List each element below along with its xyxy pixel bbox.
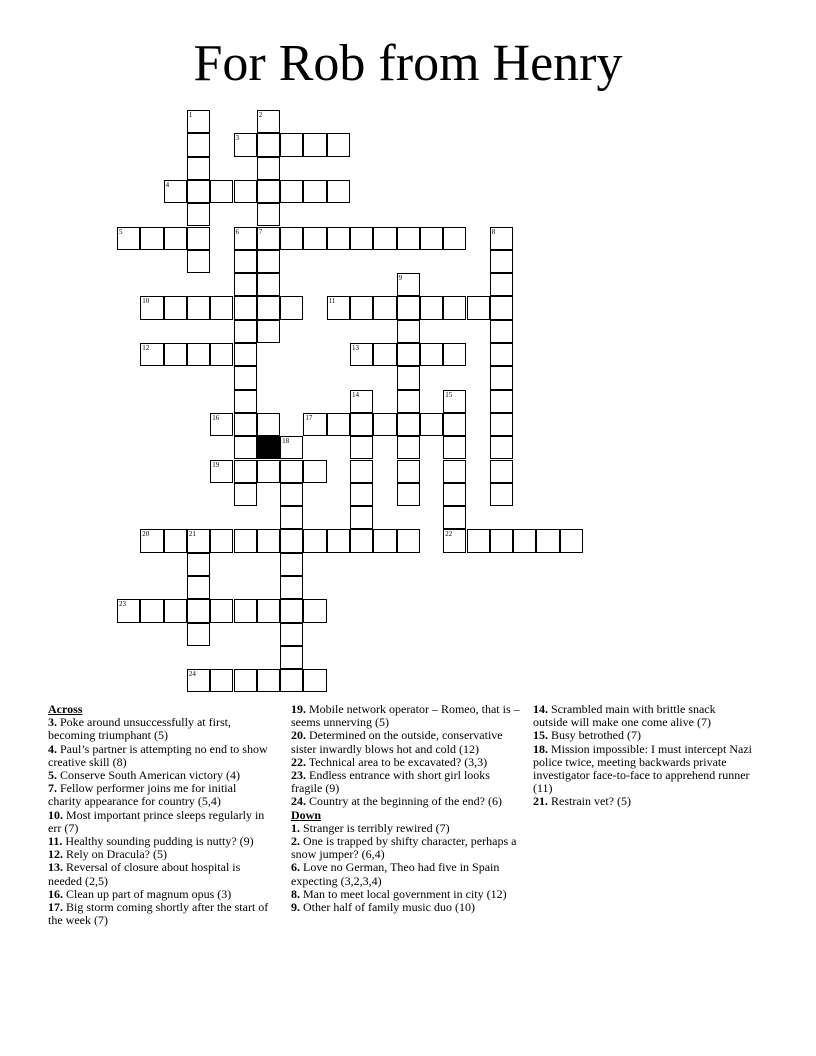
grid-cell[interactable] [140,599,163,622]
clue-item [533,795,753,808]
grid-cell[interactable] [210,180,233,203]
clue-item-number: 17. [48,900,63,915]
clue-number: 10 [142,297,150,306]
grid-cell[interactable] [443,296,466,319]
grid-cell[interactable] [164,599,187,622]
grid-cell[interactable] [397,413,420,436]
grid-cell[interactable] [373,413,396,436]
clue-item-number: 24. [291,794,306,809]
clue-item-number: 14. [533,702,548,716]
grid-cell[interactable] [420,343,443,366]
grid-cell[interactable] [257,157,280,180]
grid-cell[interactable] [350,343,373,366]
grid-cell[interactable] [187,203,210,226]
grid-cell[interactable] [303,227,326,250]
grid-cell[interactable] [397,529,420,552]
clue-number: 4 [165,180,170,189]
grid-cell[interactable] [560,529,583,552]
grid-cell[interactable] [280,576,303,599]
grid-cell[interactable] [210,669,233,692]
grid-cell[interactable] [490,250,513,273]
grid-cell[interactable] [117,599,140,622]
clue-item [48,901,270,927]
grid-cell[interactable] [257,413,280,436]
grid-cell[interactable] [303,669,326,692]
clue-item [291,795,521,808]
grid-cell[interactable] [117,227,140,250]
clue-item [291,703,521,729]
grid-cell[interactable] [187,157,210,180]
clue-item-text: Big storm coming shortly after the start of the week (7) [48,900,269,928]
clue-number: 2 [258,111,263,119]
grid-cell[interactable] [187,669,210,692]
grid-cell[interactable] [234,460,257,483]
clue-item-text: Conserve South American victory (4) [60,768,240,783]
grid-cell[interactable] [327,133,350,156]
grid-cell[interactable] [397,366,420,389]
grid-cell[interactable] [140,343,163,366]
clue-item [48,861,270,887]
grid-cell[interactable] [420,296,443,319]
grid-cell[interactable] [350,390,373,413]
grid-cell[interactable] [303,460,326,483]
grid-cell[interactable] [443,506,466,529]
grid-cell[interactable] [350,483,373,506]
clue-number: 19 [212,460,220,469]
grid-cell[interactable] [373,529,396,552]
clue-number: 24 [188,670,196,679]
grid-cell[interactable] [187,296,210,319]
grid-cell[interactable] [280,623,303,646]
clue-item-number: 13. [48,860,63,875]
grid-cell[interactable] [257,180,280,203]
clue-item-number: 22. [291,754,306,769]
clue-item-number: 20. [291,728,306,743]
grid-cell[interactable] [257,110,280,133]
grid-cell[interactable] [187,553,210,576]
grid-cell[interactable] [187,623,210,646]
clue-item-text: One is trapped by shifty character, perhaps a snow jumper? (6,4) [291,834,517,862]
clue-item-number: 10. [48,807,63,822]
grid-cell[interactable] [257,599,280,622]
clue-number: 13 [352,344,359,352]
grid-cell[interactable] [397,390,420,413]
grid-cell[interactable] [187,180,210,203]
clue-item-number: 21. [533,794,548,809]
grid-cell[interactable] [490,343,513,366]
clue-item-number: 11. [48,834,63,849]
grid-cell[interactable] [303,413,326,436]
grid-cell[interactable] [397,273,420,296]
clue-item [291,769,521,795]
clue-item-text: Mission impossible: I must intercept Nazi police twice, meeting backwards private investigator face-to-face to apprehend runner (11) [533,741,752,796]
grid-cell[interactable] [397,436,420,459]
grid-cell[interactable] [210,413,233,436]
clue-number: 15 [445,390,453,399]
grid-cell[interactable] [234,343,257,366]
grid-cell[interactable] [164,227,187,250]
grid-cell[interactable] [303,599,326,622]
grid-cell[interactable] [234,483,257,506]
clue-item-number: 3. [48,715,57,730]
grid-cell[interactable] [234,250,257,273]
grid-cell[interactable] [234,320,257,343]
clue-item [291,901,521,914]
grid-cell[interactable] [187,133,210,156]
grid-cell[interactable] [420,227,443,250]
clue-item-text: Scrambled main with brittle snack outside will make one come alive (7) [533,702,716,730]
grid-cell[interactable] [164,296,187,319]
clue-item-number: 18. [533,741,548,756]
clue-item-number: 19. [291,702,306,716]
clue-column-3 [533,703,753,809]
grid-cell[interactable] [234,529,257,552]
clue-item-text: Stranger is terribly rewired (7) [303,820,450,835]
clue-item-text: Determined on the outside, conservative sister inwardly blows hot and cold (12) [291,728,503,756]
clue-item [533,743,753,796]
grid-cell[interactable] [490,460,513,483]
clue-item-number: 23. [291,768,306,783]
grid-cell[interactable] [373,227,396,250]
clue-column-2 [291,703,521,914]
grid-cell[interactable] [327,296,350,319]
grid-cell[interactable] [234,413,257,436]
grid-cell[interactable] [397,483,420,506]
grid-cell[interactable] [490,320,513,343]
grid-cell[interactable] [234,599,257,622]
grid-cell[interactable] [443,460,466,483]
clue-item [291,861,521,887]
grid-cell[interactable] [140,529,163,552]
grid-cell[interactable] [140,296,163,319]
grid-cell[interactable] [210,296,233,319]
clue-item-number: 4. [48,741,57,756]
clue-item [533,703,753,729]
grid-cell[interactable] [443,343,466,366]
grid-cell[interactable] [187,576,210,599]
grid-cell[interactable] [350,529,373,552]
clue-item-number: 16. [48,886,63,901]
clue-item-text: Other half of family music duo (10) [303,900,475,915]
grid-cell[interactable] [234,133,257,156]
grid-cell[interactable] [210,460,233,483]
clue-number: 5 [119,227,123,236]
grid-cell[interactable] [140,227,163,250]
grid-cell[interactable] [327,529,350,552]
clue-number: 11 [328,297,336,306]
grid-cell[interactable] [303,133,326,156]
grid-cell[interactable] [257,669,280,692]
grid-cell[interactable] [303,529,326,552]
grid-cell[interactable] [490,227,513,250]
clue-number: 1 [188,111,193,119]
grid-cell[interactable] [280,296,303,319]
grid-cell[interactable] [443,483,466,506]
grid-cell[interactable] [397,320,420,343]
grid-cell[interactable] [210,599,233,622]
grid-cell[interactable] [234,366,257,389]
grid-cell[interactable] [257,203,280,226]
grid-cell[interactable] [257,133,280,156]
clue-item-text: Poke around unsuccessfully at first, becoming triumphant (5) [48,715,231,743]
clue-item-text: Man to meet local government in city (12) [303,886,507,901]
grid-cell[interactable] [234,273,257,296]
grid-cell[interactable] [280,599,303,622]
clue-number: 12 [142,344,150,352]
grid-cell[interactable] [397,343,420,366]
clue-number: 22 [445,530,453,539]
clue-item-number: 1. [291,820,300,835]
clue-item [48,743,270,769]
clue-item-text: Rely on Dracula? (5) [66,847,167,862]
clue-item-text: Technical area to be excavated? (3,3) [308,754,488,769]
grid-cell[interactable] [467,529,490,552]
grid-cell[interactable] [234,180,257,203]
grid-cell[interactable] [164,529,187,552]
grid-cell[interactable] [536,529,559,552]
grid-cell[interactable] [467,296,490,319]
clue-item-number: 15. [533,728,548,743]
grid-cell[interactable] [187,599,210,622]
grid-cell[interactable] [280,436,303,459]
grid-cell[interactable] [280,553,303,576]
grid-cell[interactable] [210,529,233,552]
grid-cell[interactable] [443,529,466,552]
clue-item-number: 9. [291,900,300,915]
grid-cell[interactable] [350,506,373,529]
grid-cell[interactable] [210,343,233,366]
grid-cell[interactable] [187,227,210,250]
clue-item-number: 12. [48,847,63,862]
grid-cell[interactable] [257,320,280,343]
clue-item-text: Love no German, Theo had five in Spain expecting (3,2,3,4) [291,860,500,888]
grid-cell[interactable] [257,529,280,552]
clue-item-text: Endless entrance with short girl looks fragile (9) [291,768,490,796]
grid-cell[interactable] [280,646,303,669]
clue-number: 7 [258,227,263,236]
grid-cell[interactable] [327,180,350,203]
clue-section-heading: Across [48,702,83,716]
grid-cell[interactable] [257,227,280,250]
grid-cell[interactable] [234,669,257,692]
clue-number: 17 [305,413,313,422]
clue-item-number: 6. [291,860,300,875]
grid-cell[interactable] [373,343,396,366]
grid-cell[interactable] [257,273,280,296]
clue-item [48,782,270,808]
grid-cell[interactable] [490,390,513,413]
grid-cell[interactable] [350,227,373,250]
page-title: For Rob from Henry [193,35,623,92]
clue-item [48,809,270,835]
grid-cell[interactable] [443,436,466,459]
clue-item-text: Restrain vet? (5) [551,794,631,809]
grid-cell[interactable] [490,296,513,319]
grid-cell[interactable] [257,460,280,483]
clue-item-number: 7. [48,781,57,796]
grid-cell[interactable] [327,413,350,436]
clue-number: 3 [235,134,239,143]
clue-number: 23 [119,600,126,609]
clue-number: 8 [491,227,496,236]
grid-cell[interactable] [373,296,396,319]
grid-cell[interactable] [187,110,210,133]
clue-number: 18 [282,437,290,446]
clue-number: 14 [352,390,359,399]
clue-item-text: Clean up part of magnum opus (3) [66,886,232,901]
grid-cell[interactable] [350,413,373,436]
grid-cell[interactable] [280,669,303,692]
clue-section-heading: Down [291,807,322,822]
grid-cell[interactable] [397,296,420,319]
grid-cell[interactable] [490,436,513,459]
clue-item-number: 5. [48,768,57,783]
clue-number: 6 [235,227,239,236]
grid-cell[interactable] [490,273,513,296]
grid-cell[interactable] [350,296,373,319]
grid-cell[interactable] [187,250,210,273]
grid-cell[interactable] [234,296,257,319]
grid-cell[interactable] [257,296,280,319]
clue-item-text: Mobile network operator – Romeo, that is – seems unnerving (5) [291,702,520,730]
grid-cell[interactable] [350,436,373,459]
clue-column-1 [48,703,270,927]
grid-cell[interactable] [327,227,350,250]
clue-item-number: 8. [291,886,300,901]
grid-cell[interactable] [280,506,303,529]
grid-cell[interactable] [397,227,420,250]
clue-item [291,835,521,861]
grid-cell[interactable] [280,133,303,156]
grid-cell[interactable] [187,529,210,552]
grid-cell[interactable] [490,529,513,552]
grid-cell[interactable] [443,227,466,250]
grid-cell[interactable] [490,413,513,436]
grid-cell[interactable] [490,366,513,389]
grid-cell[interactable] [234,390,257,413]
clue-number: 16 [212,413,220,422]
grid-cell[interactable] [280,180,303,203]
clue-item-text: Busy betrothed (7) [551,728,641,743]
black-square [257,436,280,459]
grid-cell[interactable] [443,413,466,436]
grid-cell[interactable] [257,250,280,273]
clue-number: 9 [398,274,403,283]
grid-cell[interactable] [234,227,257,250]
clue-item-text: Fellow performer joins me for initial charity appearance for country (5,4) [48,781,237,809]
grid-cell[interactable] [280,460,303,483]
clue-item-number: 2. [291,834,300,849]
clue-number: 20 [142,530,150,539]
grid-cell[interactable] [234,436,257,459]
grid-cell[interactable] [397,460,420,483]
clue-item-text: Reversal of closure about hospital is needed (2,5) [48,860,241,888]
grid-cell[interactable] [443,390,466,413]
grid-cell[interactable] [280,529,303,552]
grid-cell[interactable] [490,483,513,506]
grid-cell[interactable] [513,529,536,552]
grid-cell[interactable] [164,343,187,366]
grid-cell[interactable] [420,413,443,436]
clue-number: 21 [188,530,196,539]
clue-item [291,729,521,755]
grid-cell[interactable] [303,180,326,203]
clue-item-text: Paul’s partner is attempting no end to show creative skill (8) [48,741,268,769]
grid-cell[interactable] [187,343,210,366]
clue-item-text: Most important prince sleeps regularly in err (7) [48,807,265,835]
clue-item-text: Healthy sounding pudding is nutty? (9) [65,834,254,849]
grid-cell[interactable] [350,460,373,483]
grid-cell[interactable] [280,227,303,250]
clue-item-text: Country at the beginning of the end? (6) [309,794,502,809]
clue-item [48,716,270,742]
grid-cell[interactable] [280,483,303,506]
grid-cell[interactable] [164,180,187,203]
